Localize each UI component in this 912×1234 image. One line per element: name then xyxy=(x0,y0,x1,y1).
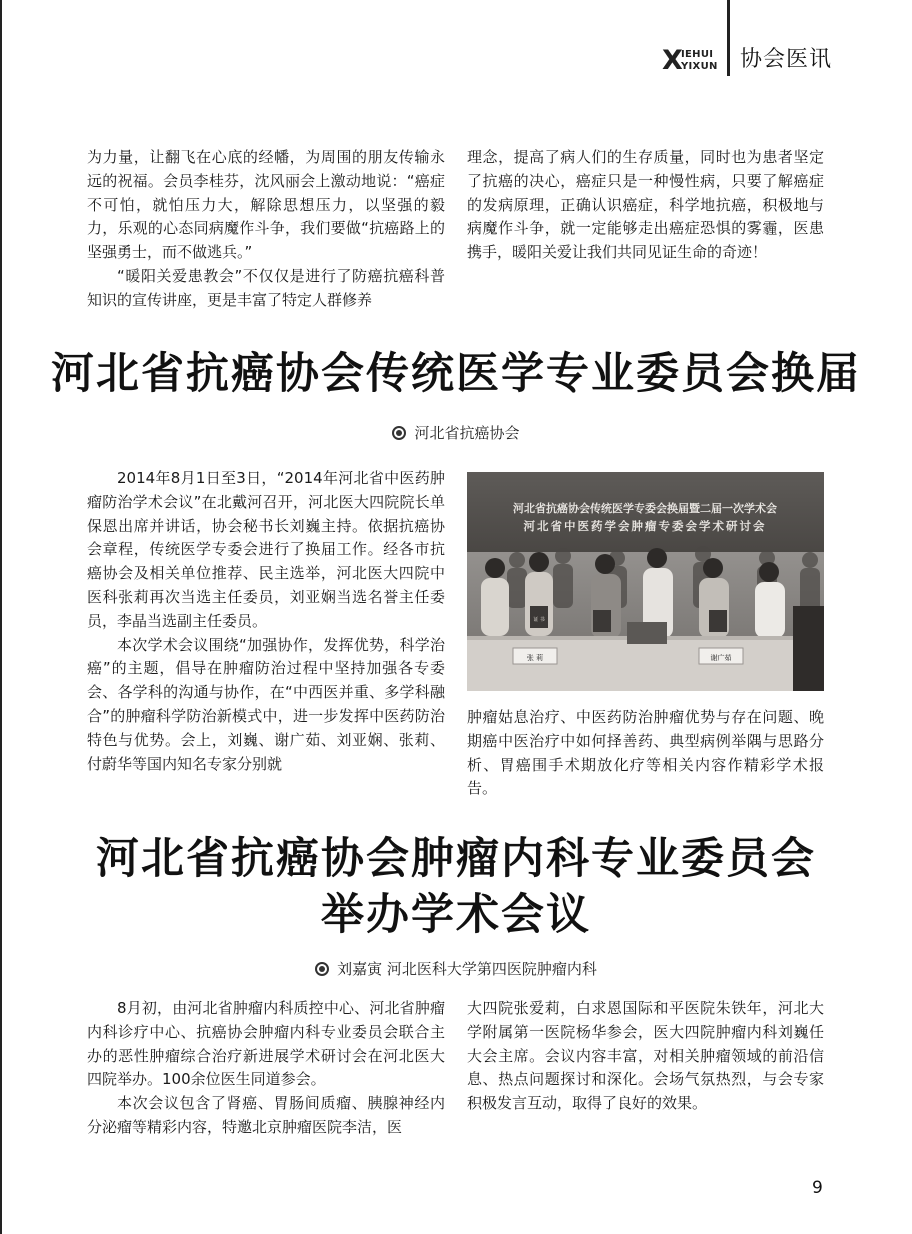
article-1-byline xyxy=(0,422,912,444)
logo-line-1: IEHUI xyxy=(681,49,714,60)
photo-banner-line-2: 河北省中医药学会肿瘤专委会学术研讨会 xyxy=(523,519,767,533)
paragraph: 2014年8月1日至3日，“2014年河北省中医药肿瘤防治学术会议”在北戴河召开，河北医大四院院长单保恩出席并讲话，协会秘书长刘巍主持。依据抗癌协会章程，传统医学专委会进行了换届工作。经各市抗癌协会及相关单位推荐、民主选举，河北医大四院中医科张莉再次当选主任委员，刘亚娴当选名誉主任委员，李晶当选副主任委员。 xyxy=(87,469,445,630)
page-edge-rule xyxy=(0,0,2,1234)
bullet-icon xyxy=(392,426,406,440)
prev-article-left-column xyxy=(87,146,445,313)
paragraph: 为力量，让翻飞在心底的经幡，为周围的朋友传输永远的祝福。会员李桂芬，沈风丽会上激动地说：“癌症不可怕，就怕压力大，解除思想压力，以坚强的毅力，乐观的心态同病魔作斗争，我们要做“抗癌路上的坚强勇士，而不做逃兵。” xyxy=(87,148,445,262)
logo-letter: X xyxy=(662,45,683,76)
photo-banner-line-1: 河北省抗癌协会传统医学专委会换届暨二届一次学术会 xyxy=(513,502,777,515)
paragraph: “暖阳关爱患教会”不仅仅是进行了防癌抗癌科普知识的宣传讲座，更是丰富了特定人群修养 xyxy=(87,266,445,309)
prev-article-right-column xyxy=(467,146,824,265)
paragraph: 本次学术会议围绕“加强协作，发挥优势，科学治癌”的主题，倡导在肿瘤防治过程中坚持加强各专委会、各学科的沟通与协作，在“中西医并重、多学科融合”的肿瘤科学防治新模式中，进一步发挥中医药防治特色与优势。会上，刘巍、谢广茹、刘亚娴、张莉、付蔚华等国内知名专家分别就 xyxy=(87,635,445,773)
bullet-icon xyxy=(315,962,329,976)
article-2-left-column xyxy=(87,997,445,1140)
article-2-title-line-1: 河北省抗癌协会肿瘤内科专业委员会 xyxy=(96,834,816,884)
article-1-title: 河北省抗癌协会传统医学专业委员会换届 xyxy=(51,349,861,399)
article-2-byline xyxy=(0,958,912,980)
podium xyxy=(793,606,824,691)
article-1-right-column xyxy=(467,706,824,801)
paragraph: 大四院张爱莉，白求恩国际和平医院朱铁年，河北大学附属第一医院杨华参会，医大四院肿瘤内科刘巍任大会主席。会议内容丰富，对相关肿瘤领域的前沿信息、热点问题探讨和深化。会场气氛热烈，与会专家积极发言互动，取得了良好的效果。 xyxy=(467,999,824,1113)
meeting-photo-graphic xyxy=(467,472,824,691)
paragraph: 理念，提高了病人们的生存质量，同时也为患者坚定了抗癌的决心，癌症只是一种慢性病，只要了解癌症的发病原理，正确认识癌症，科学地抗癌，积极地与病魔作斗争，就一定能够走出癌症恐惧的雾霾，医患携手，暖阳关爱让我们共同见证生命的奇迹！ xyxy=(467,148,824,262)
byline-text: 刘嘉寅 河北医科大学第四医院肿瘤内科 xyxy=(337,960,597,978)
paragraph: 肿瘤姑息治疗、中医药防治肿瘤优势与存在问题、晚期癌中医治疗中如何择善药、典型病例举隅与思路分析、胃癌围手术期放化疗等相关内容作精彩学术报告。 xyxy=(467,708,824,798)
byline-text: 河北省抗癌协会 xyxy=(414,424,520,442)
paragraph: 8月初，由河北省肿瘤内科质控中心、河北省肿瘤内科诊疗中心、抗癌协会肿瘤内科专业委员会联合主办的恶性肿瘤综合治疗新进展学术研讨会在河北医大四院举办。100余位医生同道参会。 xyxy=(87,999,445,1089)
article-2-right-column xyxy=(467,997,824,1116)
name-placard-1-text: 张 莉 xyxy=(526,654,544,662)
meeting-photo xyxy=(467,472,824,691)
header-divider xyxy=(727,0,730,76)
page-number: 9 xyxy=(812,1178,823,1198)
laptop xyxy=(627,622,667,644)
article-2-title-line-2: 举办学术会议 xyxy=(321,890,591,940)
article-1-left-column xyxy=(87,467,445,776)
certificate-label: 证 书 xyxy=(533,617,545,623)
name-placard-2-text: 谢广茹 xyxy=(710,654,732,662)
section-title: 协会医讯 xyxy=(740,47,833,72)
paragraph: 本次会议包含了肾癌、胃肠间质瘤、胰腺神经内分泌瘤等精彩内容，特邀北京肿瘤医院李洁，医 xyxy=(87,1094,445,1136)
logo-line-2: YIXUN xyxy=(681,61,718,72)
